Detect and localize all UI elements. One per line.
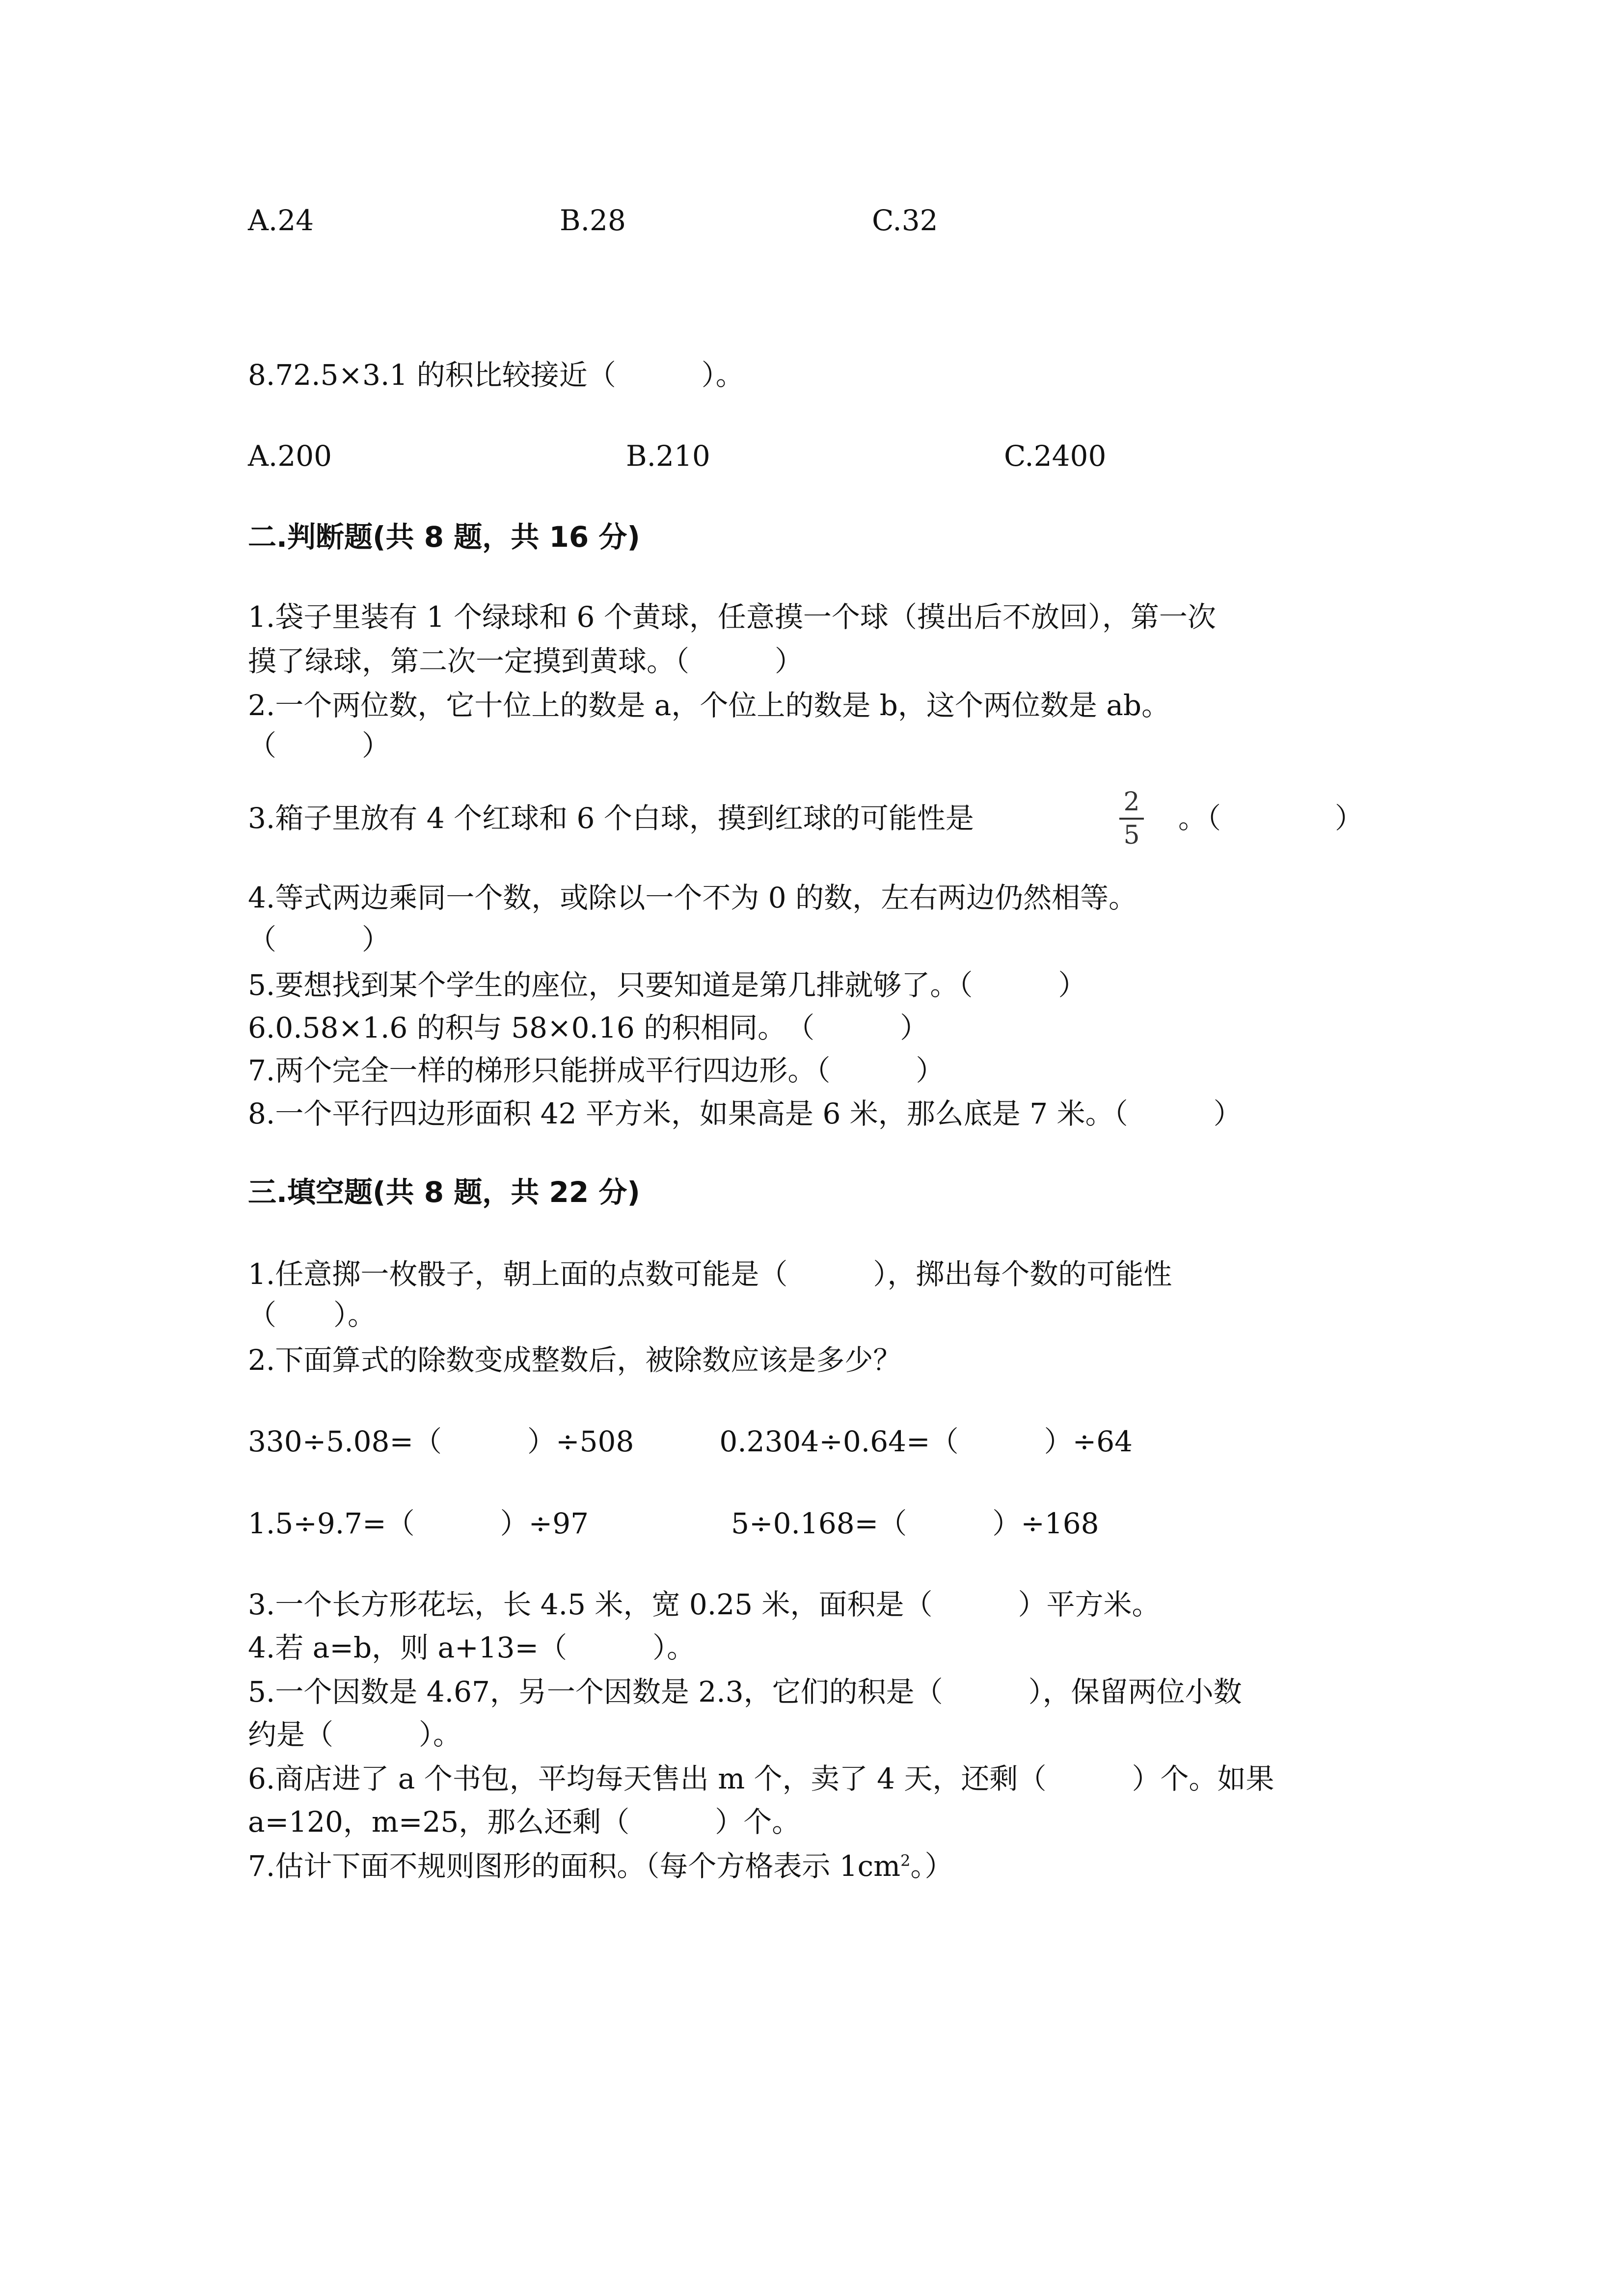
q8-stem: 8.72.5×3.1 的积比较接近（ ）。 bbox=[248, 358, 744, 392]
s3-q7-tail: 。） bbox=[910, 1849, 953, 1883]
s3-q5-line2: 约是（ ）。 bbox=[248, 1718, 462, 1751]
s3-q5-line1: 5.一个因数是 4.67，另一个因数是 2.3，它们的积是（ ），保留两位小数 bbox=[248, 1675, 1242, 1709]
s2-q4-line2: （ ） bbox=[248, 923, 391, 956]
fraction-denominator: 5 bbox=[1123, 821, 1140, 850]
superscript-2: 2 bbox=[900, 1851, 911, 1870]
q7-option-c: C.32 bbox=[872, 204, 938, 237]
s3-q6-line1: 6.商店进了 a 个书包，平均每天售出 m 个，卖了 4 天，还剩（ ）个。如果 bbox=[248, 1762, 1274, 1795]
s2-q6: 6.0.58×1.6 的积与 58×0.16 的积相同。 （ ） bbox=[248, 1011, 929, 1044]
s3-q1-line2: （ ）。 bbox=[248, 1298, 377, 1332]
q8-option-b: B.210 bbox=[626, 439, 710, 473]
s3-q6-line2: a=120，m=25，那么还剩（ ）个。 bbox=[248, 1805, 801, 1839]
s2-q1-line1: 1.袋子里装有 1 个绿球和 6 个黄球，任意摸一个球（摸出后不放回），第一次 bbox=[248, 600, 1216, 634]
s2-q3-tail: 。（ ） bbox=[1178, 801, 1364, 835]
q7-option-a: A.24 bbox=[248, 204, 314, 237]
s2-q5: 5.要想找到某个学生的座位，只要知道是第几排就够了。（ ） bbox=[248, 968, 1087, 1002]
s2-q4-line1: 4.等式两边乘同一个数，或除以一个不为 0 的数，左右两边仍然相等。 bbox=[248, 881, 1137, 914]
s3-q7-text: 7.估计下面不规则图形的面积。（每个方格表示 1cm bbox=[248, 1849, 901, 1883]
s2-q7: 7.两个完全一样的梯形只能拼成平行四边形。（ ） bbox=[248, 1054, 945, 1087]
probability-fraction bbox=[1119, 789, 1144, 848]
s3-q2-stem: 2.下面算式的除数变成整数后，被除数应该是多少？ bbox=[248, 1343, 902, 1377]
s2-q8: 8.一个平行四边形面积 42 平方米，如果高是 6 米，那么底是 7 米。（ ） bbox=[248, 1097, 1242, 1130]
s2-q3-stem: 3.箱子里放有 4 个红球和 6 个白球，摸到红球的可能性是 bbox=[248, 801, 974, 835]
s2-q2-line2: （ ） bbox=[248, 729, 391, 762]
s3-q3: 3.一个长方形花坛，长 4.5 米，宽 0.25 米，面积是（ ）平方米。 bbox=[248, 1588, 1161, 1621]
s2-q1-line2: 摸了绿球，第二次一定摸到黄球。（ ） bbox=[248, 644, 804, 678]
s2-q2-line1: 2.一个两位数，它十位上的数是 a，个位上的数是 b，这个两位数是 ab。 bbox=[248, 689, 1170, 722]
s3-q2-row1: 330÷5.08=（ ）÷508 0.2304÷0.64=（ ）÷64 bbox=[248, 1425, 1133, 1458]
q8-option-c: C.2400 bbox=[1004, 439, 1107, 473]
s3-q1-line1: 1.任意掷一枚骰子，朝上面的点数可能是（ ），掷出每个数的可能性 bbox=[248, 1257, 1172, 1291]
s3-q2-row2: 1.5÷9.7=（ ）÷97 5÷0.168=（ ）÷168 bbox=[248, 1507, 1099, 1540]
s3-q7-stem bbox=[248, 1849, 953, 1883]
s3-q4: 4.若 a=b，则 a+13=（ ）。 bbox=[248, 1631, 696, 1664]
q7-option-b: B.28 bbox=[560, 204, 626, 237]
q8-option-a: A.200 bbox=[248, 439, 332, 473]
fraction-bar bbox=[1119, 818, 1144, 820]
fraction-numerator: 2 bbox=[1123, 787, 1140, 817]
section-title-judgement: 二.判断题(共 8 题，共 16 分) bbox=[248, 520, 640, 554]
section-title-fill-in: 三.填空题(共 8 题，共 22 分) bbox=[248, 1175, 640, 1209]
